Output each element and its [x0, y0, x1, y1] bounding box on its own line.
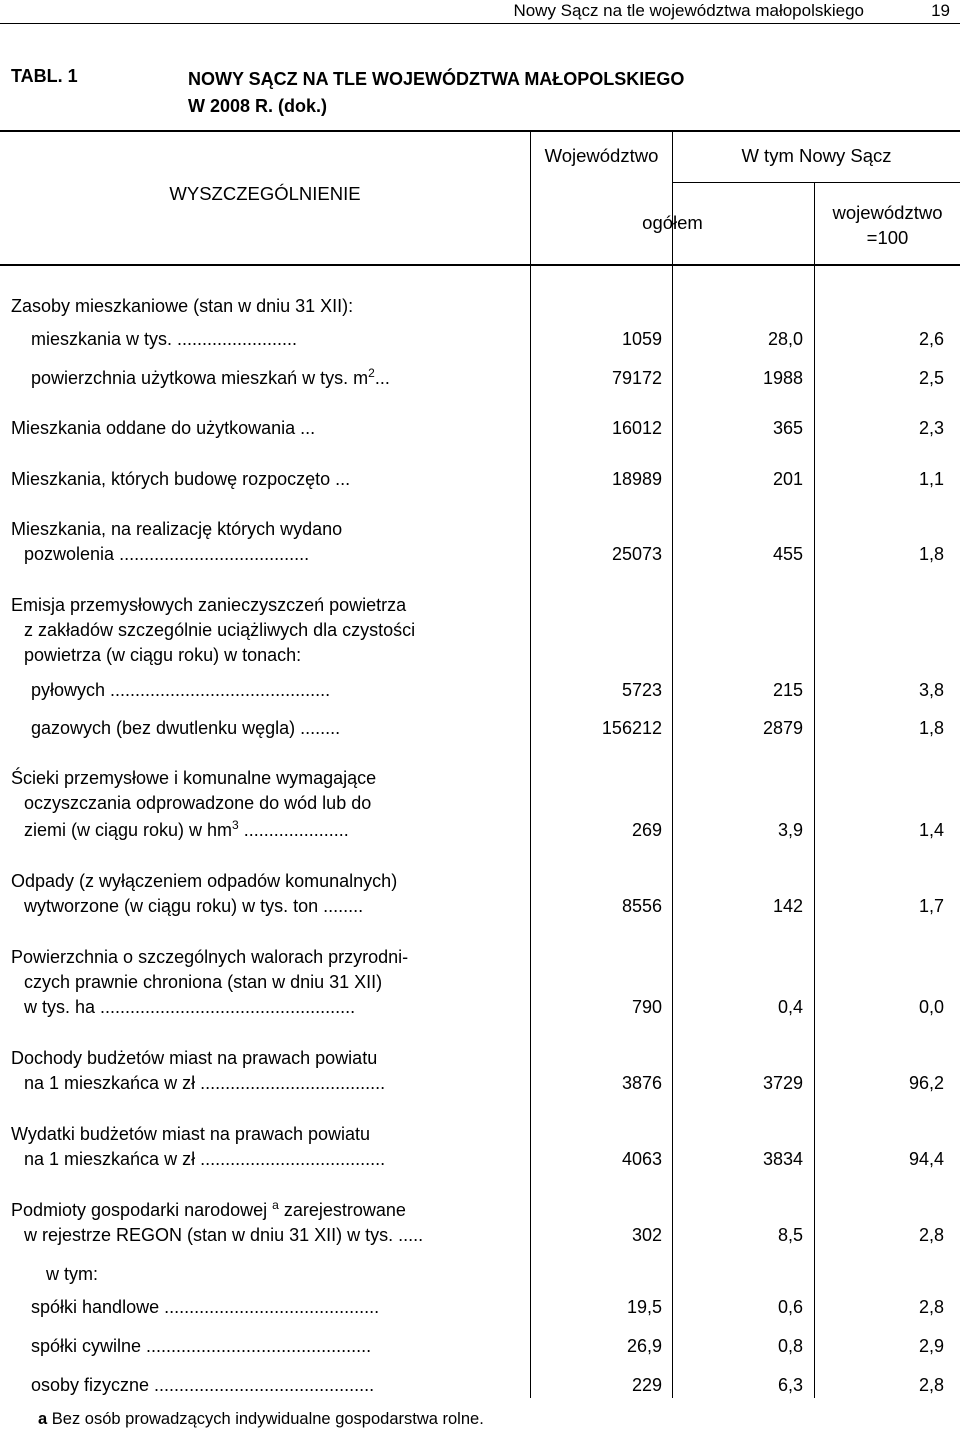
row-label: Emisja przemysłowych zanieczyszczeń powietrza	[11, 595, 407, 615]
value-wojewodztwo: 269	[631, 820, 662, 840]
row-label: spółki cywilne .............................................	[31, 1336, 372, 1356]
row-label: Mieszkania, których budowę rozpoczęto ...	[11, 469, 351, 489]
value-wojewodztwo: 25073	[611, 544, 662, 564]
value-wojewodztwo: 229	[631, 1375, 662, 1395]
value-nowy-sacz: 8,5	[777, 1225, 803, 1245]
row-label-text: Podmioty gospodarki narodowej	[11, 1200, 273, 1220]
value-wojewodztwo: 1059	[621, 329, 662, 349]
value-nowy-sacz: 3834	[762, 1149, 803, 1169]
row-label	[31, 366, 390, 391]
value-wojewodztwo-100: 0,0	[918, 997, 944, 1017]
value-wojewodztwo-100: 1,7	[918, 896, 944, 916]
value-nowy-sacz: 2879	[762, 718, 803, 738]
value-wojewodztwo: 156212	[601, 718, 662, 738]
row-label-text: ziemi (w ciągu roku) w hm	[24, 820, 233, 840]
value-wojewodztwo: 302	[631, 1225, 662, 1245]
value-wojewodztwo: 16012	[611, 418, 662, 438]
header-group-rule	[673, 182, 960, 183]
table-title-line2: W 2008 R. (dok.)	[188, 96, 328, 116]
header-w-tym-nowy-sacz: W tym Nowy Sącz	[741, 145, 892, 166]
footnote-mark: a	[38, 1410, 48, 1428]
row-label-text: powierzchnia użytkowa mieszkań w tys. m	[31, 368, 369, 388]
row-label: Zasoby mieszkaniowe (stan w dniu 31 XII):	[11, 296, 354, 316]
row-label: w tym:	[46, 1264, 98, 1284]
value-wojewodztwo-100: 1,8	[918, 718, 944, 738]
value-nowy-sacz: 6,3	[777, 1375, 803, 1395]
value-nowy-sacz: 201	[772, 469, 803, 489]
row-label-cont: z zakładów szczególnie uciążliwych dla czystości	[24, 620, 416, 640]
value-nowy-sacz: 3729	[762, 1073, 803, 1093]
row-label-cont: czych prawnie chroniona (stan w dniu 31 XII)	[24, 972, 383, 992]
footnote-text: Bez osób prowadzących indywidualne gospodarstwa rolne.	[47, 1410, 484, 1428]
value-wojewodztwo: 8556	[621, 896, 662, 916]
value-nowy-sacz: 455	[772, 544, 803, 564]
superscript: 3	[232, 818, 239, 832]
row-label: Wydatki budżetów miast na prawach powiatu	[11, 1124, 371, 1144]
value-wojewodztwo: 4063	[621, 1149, 662, 1169]
row-label: gazowych (bez dwutlenku węgla) ........	[31, 718, 341, 738]
row-label-cont: w tys. ha ...................................................	[24, 997, 356, 1017]
value-wojewodztwo-100: 1,8	[918, 544, 944, 564]
row-label-cont: na 1 mieszkańca w zł .....................................	[24, 1149, 386, 1169]
header-top-rule	[0, 130, 960, 132]
row-label-cont: oczyszczania odprowadzone do wód lub do	[24, 793, 372, 813]
footnote	[38, 1410, 484, 1429]
value-wojewodztwo-100: 2,6	[918, 329, 944, 349]
row-label-cont: w rejestrze REGON (stan w dniu 31 XII) w tys. .....	[24, 1225, 424, 1245]
table-title	[188, 66, 684, 120]
value-wojewodztwo-100: 2,8	[918, 1225, 944, 1245]
value-nowy-sacz: 28,0	[767, 329, 803, 349]
row-label: Powierzchnia o szczególnych walorach przyrodni-	[11, 947, 409, 967]
table-title-line1: NOWY SĄCZ NA TLE WOJEWÓDZTWA MAŁOPOLSKIEGO	[188, 69, 685, 89]
value-wojewodztwo-100: 94,4	[908, 1149, 944, 1169]
row-label-cont	[24, 818, 349, 843]
header-wojewodztwo-100-line1: województwo	[832, 202, 943, 223]
value-wojewodztwo-100: 1,4	[918, 820, 944, 840]
row-label-cont: powietrza (w ciągu roku) w tonach:	[24, 645, 302, 665]
value-wojewodztwo-100: 3,8	[918, 680, 944, 700]
column-divider-1	[530, 131, 531, 1398]
header-wojewodztwo: Województwo	[544, 145, 659, 166]
value-wojewodztwo: 26,9	[626, 1336, 662, 1356]
value-nowy-sacz: 142	[772, 896, 803, 916]
row-label: pyłowych ............................................	[31, 680, 331, 700]
value-wojewodztwo: 790	[631, 997, 662, 1017]
value-nowy-sacz: 0,8	[777, 1336, 803, 1356]
value-nowy-sacz: 1988	[762, 368, 803, 388]
column-divider-3	[814, 183, 815, 1398]
row-label: osoby fizyczne ............................................	[31, 1375, 375, 1395]
value-wojewodztwo: 18989	[611, 469, 662, 489]
row-label: Mieszkania oddane do użytkowania ...	[11, 418, 316, 438]
header-bottom-rule	[0, 264, 960, 266]
row-label-dots: .....................	[238, 820, 349, 840]
row-label: Dochody budżetów miast na prawach powiatu	[11, 1048, 378, 1068]
value-nowy-sacz: 3,9	[777, 820, 803, 840]
row-label: Ścieki przemysłowe i komunalne wymagające	[11, 768, 377, 788]
footnote-ref: a	[272, 1198, 279, 1212]
superscript: 2	[368, 366, 375, 380]
value-nowy-sacz: 365	[772, 418, 803, 438]
row-label-cont: pozwolenia ......................................	[24, 544, 310, 564]
page-number: 19	[931, 1, 950, 20]
running-head	[0, 0, 960, 24]
row-label-rest: zarejestrowane	[278, 1200, 406, 1220]
row-label-cont: wytworzone (w ciągu roku) w tys. ton ........	[24, 896, 364, 916]
row-label-cont: na 1 mieszkańca w zł .....................................	[24, 1073, 386, 1093]
row-label: Odpady (z wyłączeniem odpadów komunalnych)	[11, 871, 398, 891]
value-wojewodztwo-100: 2,5	[918, 368, 944, 388]
header-wojewodztwo-100-line2: =100	[866, 227, 909, 248]
value-wojewodztwo: 5723	[621, 680, 662, 700]
value-wojewodztwo: 19,5	[626, 1297, 662, 1317]
row-label: Mieszkania, na realizację których wydano	[11, 519, 343, 539]
value-wojewodztwo: 3876	[621, 1073, 662, 1093]
row-label: spółki handlowe ...........................................	[31, 1297, 380, 1317]
value-wojewodztwo-100: 2,3	[918, 418, 944, 438]
header-wojewodztwo-100	[815, 200, 960, 250]
running-head-rule	[0, 23, 960, 24]
value-wojewodztwo-100: 96,2	[908, 1073, 944, 1093]
value-wojewodztwo-100: 2,8	[918, 1297, 944, 1317]
table-label: TABL. 1	[11, 66, 78, 86]
row-label-dots: ...	[374, 368, 390, 388]
value-wojewodztwo: 79172	[611, 368, 662, 388]
column-divider-2	[672, 131, 673, 1398]
header-wyszczegolnienie: WYSZCZEGÓLNIENIE	[169, 183, 361, 204]
header-ogolem: ogółem	[642, 212, 703, 233]
value-wojewodztwo-100: 1,1	[918, 469, 944, 489]
row-label	[11, 1198, 406, 1223]
value-wojewodztwo-100: 2,9	[918, 1336, 944, 1356]
value-nowy-sacz: 0,6	[777, 1297, 803, 1317]
row-label: mieszkania w tys. ........................	[31, 329, 298, 349]
value-nowy-sacz: 215	[772, 680, 803, 700]
running-head-title: Nowy Sącz na tle województwa małopolskiego	[513, 1, 864, 20]
value-wojewodztwo-100: 2,8	[918, 1375, 944, 1395]
value-nowy-sacz: 0,4	[777, 997, 803, 1017]
